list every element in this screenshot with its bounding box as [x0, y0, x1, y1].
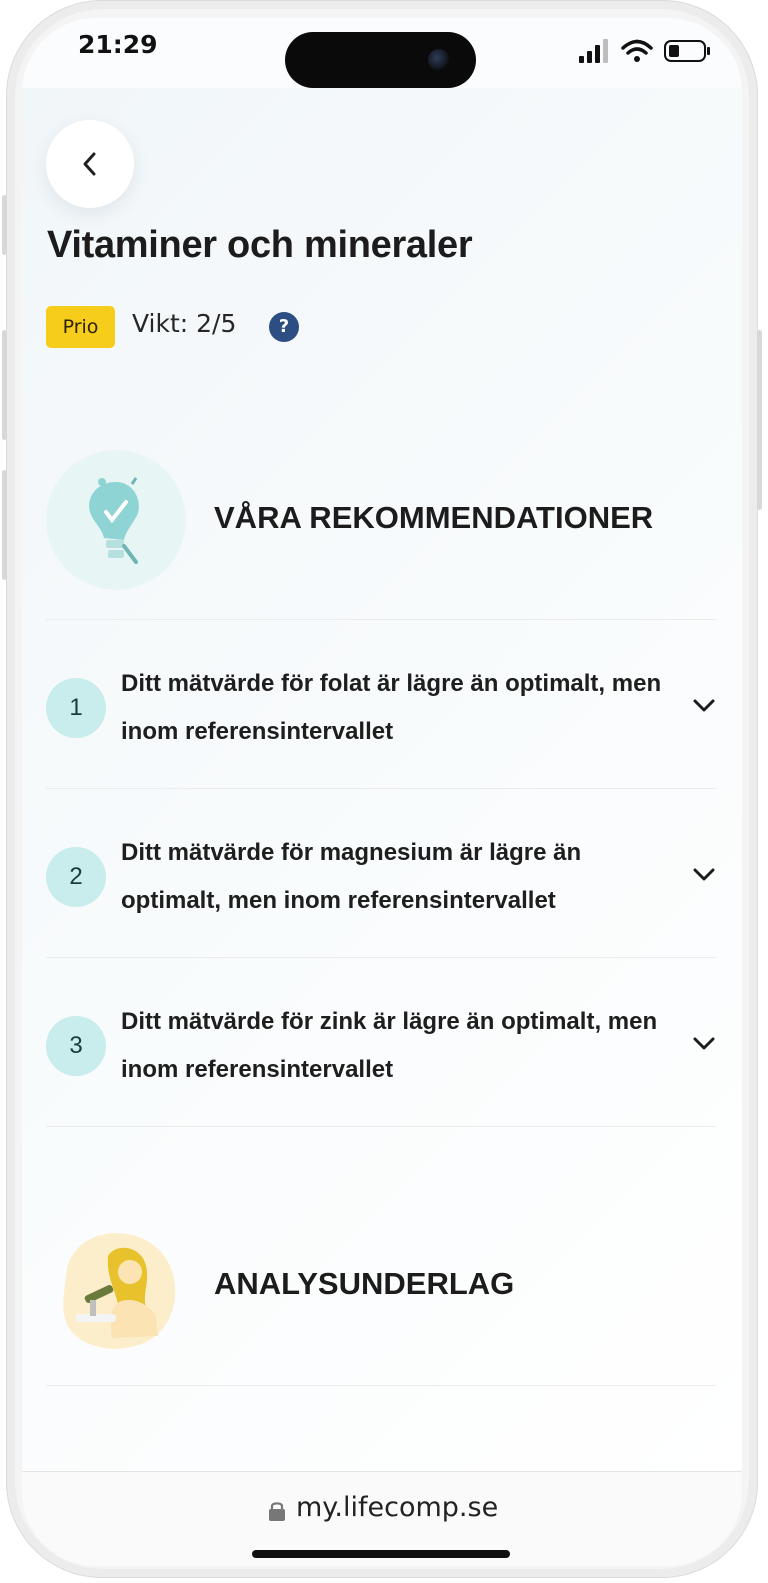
weight-label: Vikt: 2/5 [132, 309, 237, 338]
recommendation-number: 3 [46, 1016, 106, 1076]
url-text: my.lifecomp.se [296, 1492, 499, 1523]
page [22, 88, 742, 1473]
lightbulb-illustration-icon [46, 450, 186, 590]
recommendation-text: Ditt mätvärde för folat är lägre än optimalt, men inom referensintervallet [121, 670, 662, 745]
recommendation-text: Ditt mätvärde för zink är lägre än optimalt, men inom referensintervallet [121, 1008, 658, 1083]
dynamic-island [285, 32, 476, 88]
chevron-down-icon[interactable] [691, 1034, 717, 1054]
recommendation-number: 1 [46, 678, 106, 738]
analysis-heading: ANALYSUNDERLAG [214, 1266, 515, 1301]
signal-icon [579, 39, 608, 63]
battery-icon [665, 41, 710, 61]
page-title: Vitaminer och mineraler [47, 224, 473, 266]
recommendation-text: Ditt mätvärde för magnesium är lägre än optimalt, men inom referensintervallet [121, 839, 582, 914]
prio-badge: Prio [46, 306, 115, 348]
side-button-power [757, 330, 762, 510]
help-button[interactable]: ? [269, 312, 299, 342]
screen [22, 18, 742, 1566]
recommendations-heading: VÅRA REKOMMENDATIONER [214, 500, 654, 535]
camera-icon [428, 49, 450, 71]
browser-address-bar[interactable] [22, 1471, 742, 1566]
divider [46, 1126, 716, 1127]
status-icons [579, 36, 719, 66]
microscope-illustration-icon [46, 1216, 186, 1356]
side-button-volume-up [2, 330, 7, 440]
chevron-left-icon [80, 150, 100, 178]
lock-icon [268, 1500, 286, 1522]
home-indicator[interactable] [252, 1550, 510, 1558]
chevron-down-icon[interactable] [691, 865, 717, 885]
analysis-header[interactable] [46, 1216, 726, 1356]
wifi-icon [623, 42, 651, 63]
recommendation-item-1[interactable] [46, 620, 722, 788]
side-button-action [2, 195, 7, 255]
chevron-down-icon[interactable] [691, 696, 717, 716]
recommendation-item-2[interactable] [46, 789, 722, 957]
back-button[interactable] [46, 120, 134, 208]
status-bar [22, 18, 742, 88]
status-time: 21:29 [78, 30, 158, 59]
recommendations-header [46, 450, 726, 590]
divider [46, 1385, 716, 1386]
recommendation-item-3[interactable] [46, 958, 722, 1126]
recommendation-number: 2 [46, 847, 106, 907]
side-button-volume-down [2, 470, 7, 580]
